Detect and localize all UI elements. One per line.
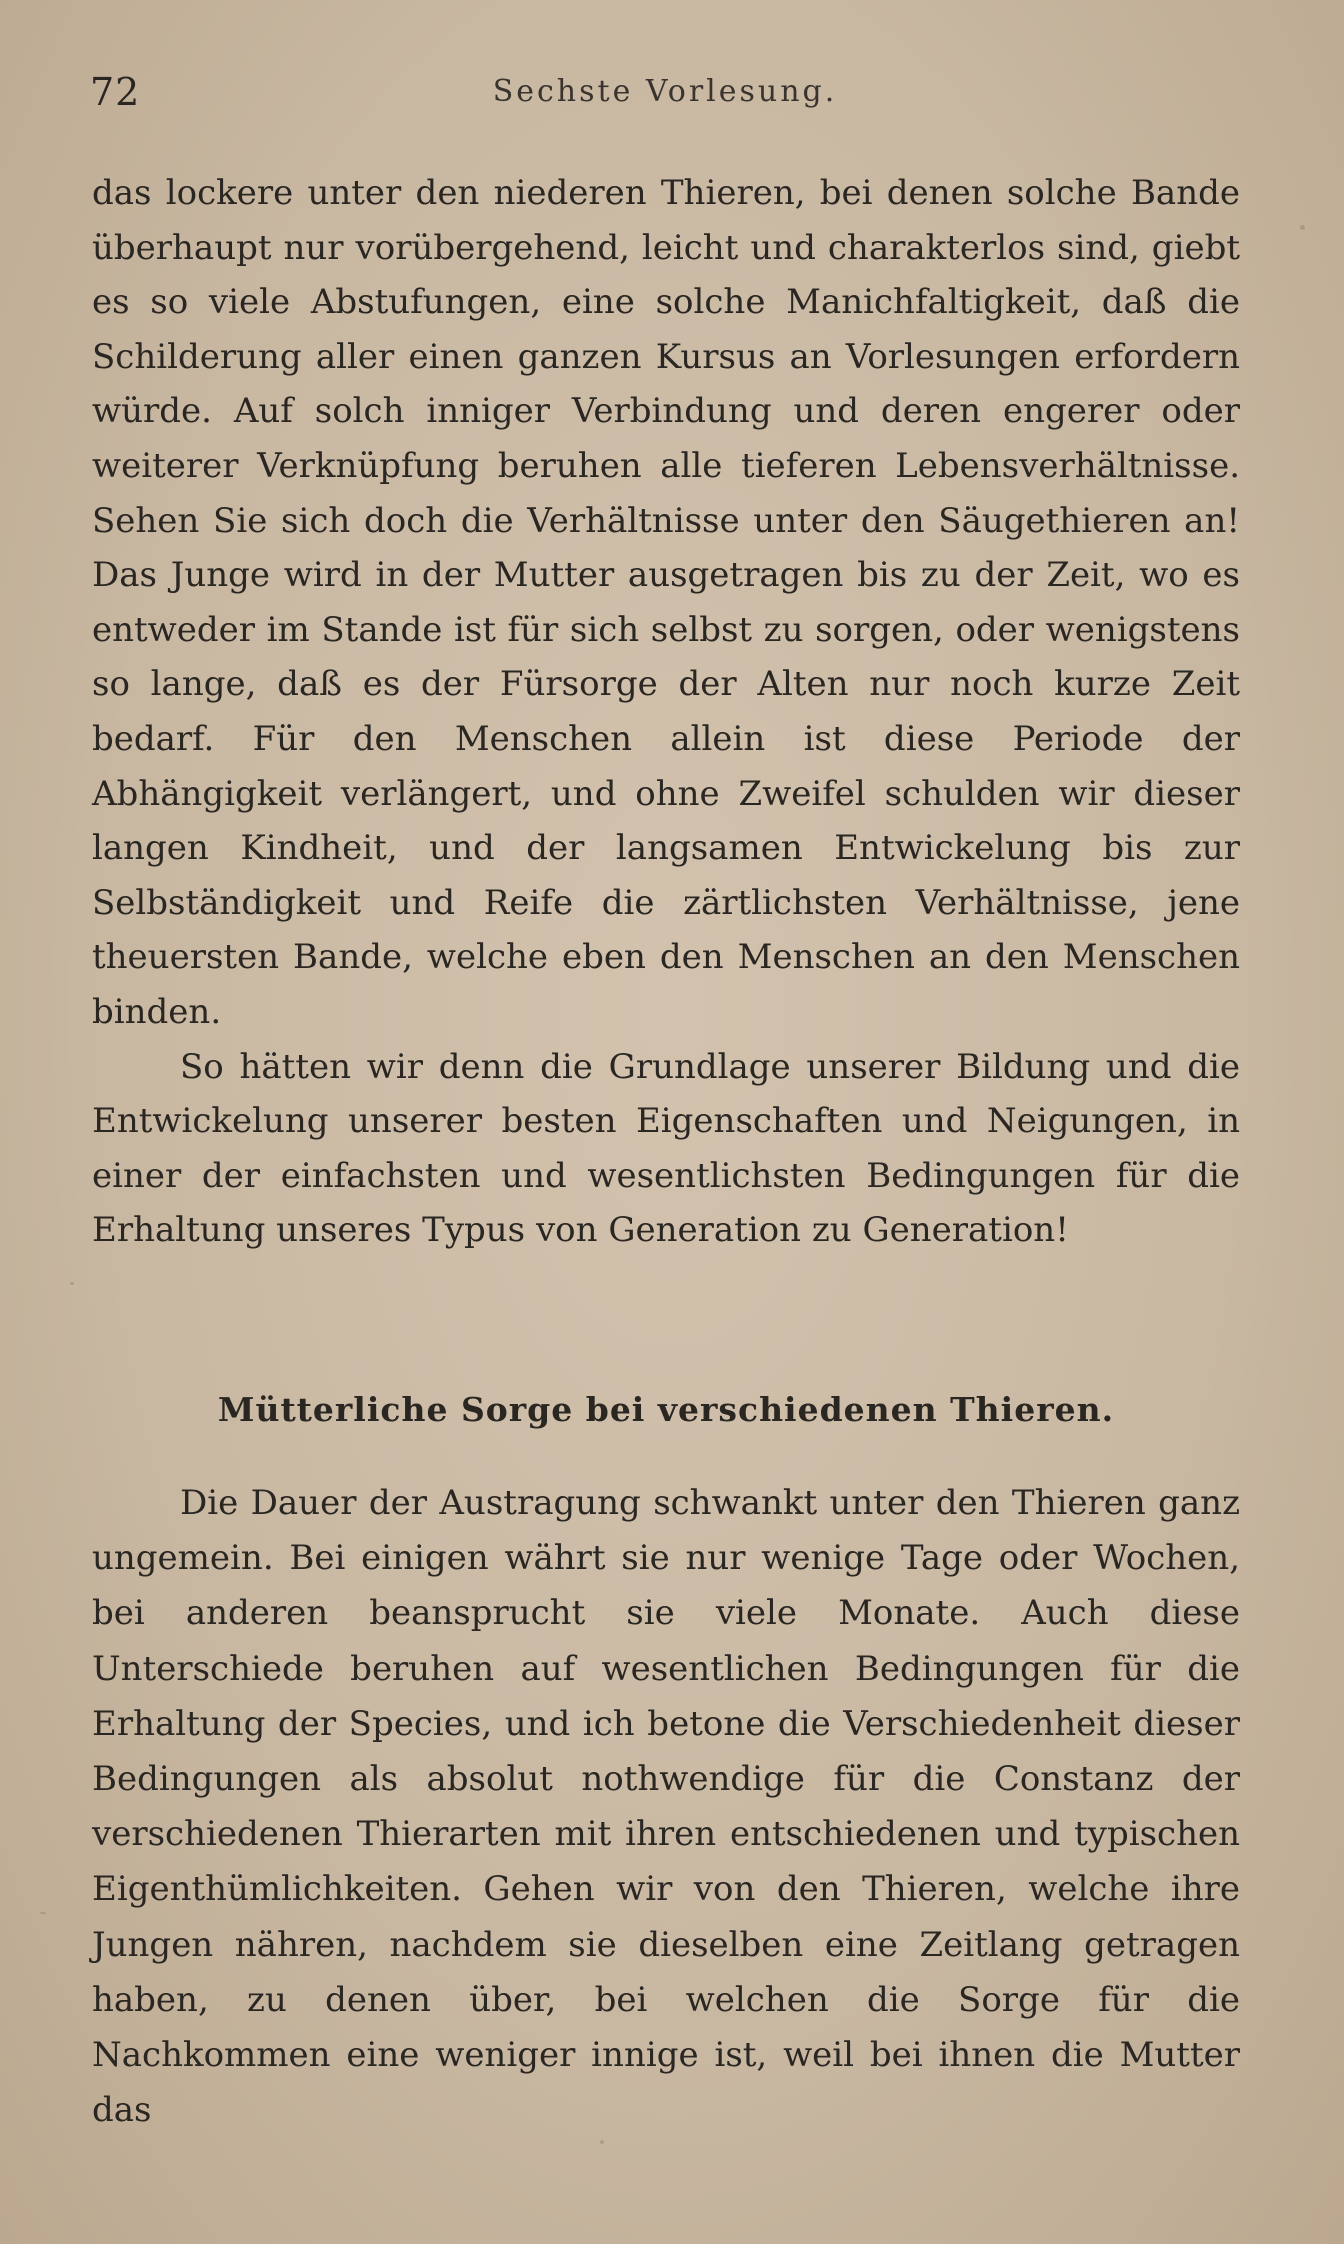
section-heading: Mütterliche Sorge bei verschiedenen Thieren. [217, 1390, 1115, 1429]
paper-speck [40, 1912, 46, 1914]
paper-speck [1300, 225, 1305, 230]
page-header [90, 70, 1240, 130]
page-number: 72 [90, 70, 141, 114]
paragraph-1: das lockere unter den niederen Thieren, bei denen solche Bande überhaupt nur vorübergehend, leicht und charakterlos sind, giebt es so viele Abstufungen, eine solche Manichfaltigkeit, daß die Schilderung aller einen ganzen Kursus an Vorlesungen erfordern würde. Auf solch inniger Verbindung und deren engerer oder weiterer Verknüpfung beruhen alle tieferen Lebensverhältnisse. Sehen Sie sich doch die Verhältnisse unter den Säugethieren an! Das Junge wird in der Mutter ausgetragen bis zu der Zeit, wo es entweder im Stande ist für sich selbst zu sorgen, oder wenigstens so lange, daß es der Fürsorge der Alten nur noch kurze Zeit bedarf. Für den Menschen allein ist diese Periode der Abhängigkeit verlängert, und ohne Zweifel schulden wir dieser langen Kindheit, und der langsamen Entwickelung bis zur Selbständigkeit und Reife die zärtlichsten Verhältnisse, jene theuersten Bande, welche eben den Menschen an den Menschen binden. [92, 173, 1240, 1032]
section-text [92, 1476, 1240, 2138]
paper-speck [70, 1282, 74, 1285]
paragraph-2: So hätten wir denn die Grundlage unserer Bildung und die Entwickelung unserer besten Eigenschaften und Neigungen, in einer der einfachsten und wesentlichsten Bedingungen für die Erhaltung unseres Typus von Generation zu Generation! [92, 1046, 1240, 1251]
paper-speck [600, 2140, 604, 2144]
main-text [92, 166, 1240, 1258]
paragraph-3: Die Dauer der Austragung schwankt unter den Thieren ganz ungemein. Bei einigen währt sie nur wenige Tage oder Wochen, bei anderen beansprucht sie viele Monate. Auch diese Unterschiede beruhen auf wesentlichen Bedingungen für die Erhaltung der Species, und ich betone die Verschiedenheit dieser Bedingungen als absolut nothwendige für die Constanz der verschiedenen Thierarten mit ihren entschiedenen und typischen Eigenthümlichkeiten. Gehen wir von den Thieren, welche ihre Jungen nähren, nachdem sie dieselben eine Zeitlang getragen haben, zu denen über, bei welchen die Sorge für die Nachkommen eine weniger innige ist, weil bei ihnen die Mutter das [92, 1483, 1240, 2131]
running-head: Sechste Vorlesung. [492, 74, 838, 109]
